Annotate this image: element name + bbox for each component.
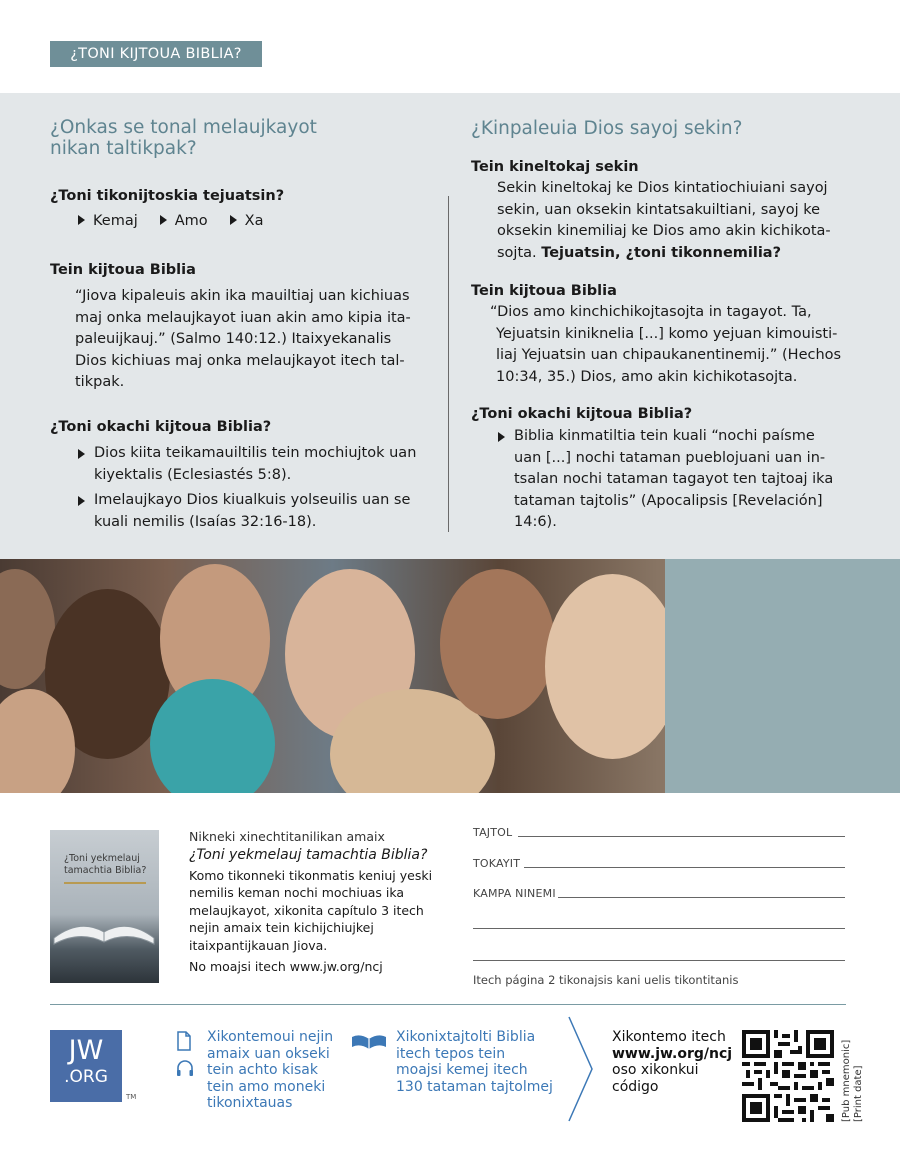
email-label: KAMPA NINEMI — [473, 887, 556, 900]
desc-line: nejin amaix tein kichijchiujkej — [189, 920, 374, 935]
quote-line: tikpak. — [75, 374, 125, 390]
triangle-bullet-icon — [78, 496, 85, 506]
col2-line: 130 tataman tajtolmej — [396, 1078, 553, 1095]
bullet-item — [78, 490, 438, 533]
people-photo — [0, 559, 665, 793]
col1-line: tikonixtauas — [207, 1095, 293, 1111]
bullet-line: 14:6). — [514, 514, 557, 530]
document-icon — [176, 1031, 192, 1051]
bullet-line: tataman tajtolis” (Apocalipsis [Revelación] — [514, 492, 823, 509]
extra-line-field[interactable] — [473, 960, 845, 961]
promo-text — [189, 828, 444, 976]
photo-side-block — [665, 559, 900, 793]
col3-line4: código — [612, 1078, 659, 1095]
jw-logo[interactable] — [50, 1030, 122, 1102]
triangle-bullet-icon — [498, 432, 505, 442]
desc-line: Komo tikonneki tikonmatis keniuj yeski — [189, 867, 433, 883]
option-label: Amo — [174, 213, 208, 229]
bullet-line: Imelaujkayo Dios kiualkuis yolseuilis uan se — [94, 492, 411, 508]
right-sub1: Tein kineltokaj sekin — [471, 159, 639, 175]
qr-instructions — [612, 1029, 732, 1095]
bullet-line: kiyektalis (Eclesiastés 5:8). — [94, 466, 292, 483]
print-info — [841, 1040, 865, 1122]
promo-title: ¿Toni yekmelauj tamachtia Biblia? — [189, 846, 428, 863]
quote-line: paleuijkauj.” (Salmo 140:12.) Itaixyekanalis — [75, 331, 392, 347]
quote-line: Yejuatsin kiniknelia [...] komo yejuan kimouisti- — [496, 325, 838, 342]
col2-line: moajsi kemej itech — [396, 1062, 528, 1078]
logo-jw: JW — [68, 1035, 104, 1066]
book-cover-title — [64, 853, 146, 877]
option-yes[interactable] — [78, 213, 138, 229]
desc-line: melaujkayot, xikonita capítulo 3 itech — [189, 902, 424, 918]
bible-app-text[interactable] — [396, 1029, 553, 1095]
address-field[interactable] — [524, 867, 845, 868]
left-heading — [50, 117, 317, 159]
right-heading: ¿Kinpaleuia Dios sayoj sekin? — [471, 118, 743, 139]
qr-code-icon[interactable] — [742, 1030, 834, 1122]
bullet-line: uan [...] nochi tataman pueblojuani uan in- — [514, 449, 826, 466]
col1-line: Xikontemoui nejin — [207, 1029, 334, 1045]
col3-url[interactable]: www.jw.org/ncj — [612, 1045, 733, 1062]
extra-line-field[interactable] — [473, 928, 845, 929]
para-line: oksekin kinemiliaj ke Dios amo akin kichikota- — [497, 223, 831, 239]
left-more-label: ¿Toni okachi kijtoua Biblia? — [50, 419, 272, 435]
quote-line: liaj Yejuatsin uan chipaukanentinemij.” (Hechos — [496, 347, 842, 363]
bullet-item — [78, 443, 438, 486]
para-line — [497, 243, 867, 265]
bullet-line: tsalan nochi tataman tagayot ten tajtoaj ika — [514, 471, 834, 487]
quote-line: “Dios amo kinchichikojtasojta in tagayot. Ta, — [490, 304, 812, 320]
col3-line1: Xikontemo itech — [612, 1029, 726, 1045]
col1-line: tein amo moneki — [207, 1078, 326, 1095]
left-question: ¿Toni tikonijtoskia tejuatsin? — [50, 188, 285, 204]
option-label: Kemaj — [93, 213, 138, 229]
name-field[interactable] — [518, 836, 845, 837]
promo-web[interactable]: No moajsi itech www.jw.org/ncj — [189, 959, 383, 974]
triangle-bullet-icon — [230, 215, 237, 225]
col2-line: Xikonixtajtolti Biblia — [396, 1029, 536, 1045]
left-bible-label: Tein kijtoua Biblia — [50, 262, 196, 278]
column-divider — [448, 196, 449, 532]
address-label: TOKAYIT — [473, 857, 521, 870]
col2-line: itech tepos tein — [396, 1045, 506, 1062]
pub-mnemonic: [Pub mnemonic] — [841, 1039, 852, 1122]
book-title-line2: tamachtia Biblia? — [64, 865, 147, 876]
quote-line: Dios kichiuas maj onka melaujkayot itech tal- — [75, 352, 405, 369]
chevron-right-icon — [566, 1015, 596, 1123]
right-quote — [490, 302, 860, 388]
bullet-line: Dios kiita teikamauiltilis tein mochiujtok uan — [94, 445, 417, 461]
open-book-icon — [350, 1031, 388, 1053]
right-more-label: ¿Toni okachi kijtoua Biblia? — [471, 406, 693, 422]
para-last: sojta. — [497, 244, 537, 261]
form-note: Itech página 2 tikonajsis kani uelis tikontitanis — [473, 973, 739, 987]
book-cover-image — [50, 830, 159, 983]
download-text[interactable] — [207, 1029, 333, 1112]
quote-line: maj onka melaujkayot iuan akin amo kipia ita- — [75, 309, 411, 326]
option-maybe[interactable] — [230, 213, 264, 229]
desc-line: itaixpantijkauan Jiova. — [189, 937, 328, 953]
para-bold-question: Tejuatsin, ¿toni tikonnemilia? — [541, 244, 781, 261]
right-bible-label: Tein kijtoua Biblia — [471, 283, 617, 299]
option-label: Xa — [244, 213, 264, 229]
book-cover-rule — [64, 882, 146, 884]
desc-line: nemilis keman nochi mochiuas ika — [189, 885, 405, 900]
footer-separator — [50, 1004, 846, 1005]
headphones-icon — [175, 1058, 195, 1078]
quote-line: 10:34, 35.) Dios, amo akin kichikotasojta. — [496, 368, 798, 385]
face-shape — [150, 679, 275, 793]
bullet-line: Biblia kinmatiltia tein kuali “nochi paísme — [514, 428, 815, 444]
promo-description — [189, 867, 444, 955]
col3-line3: oso xikonkui — [612, 1062, 699, 1078]
face-shape — [440, 569, 555, 719]
left-heading-line1: ¿Onkas se tonal melaujkayot — [50, 117, 317, 138]
book-title-line1: ¿Toni yekmelauj — [64, 853, 140, 864]
para-line: sekin, uan oksekin kintatsakuiltiani, sayoj ke — [497, 201, 821, 218]
open-bible-icon — [50, 910, 159, 950]
col1-line: tein achto kisak — [207, 1062, 318, 1078]
para-line: Sekin kineltokaj ke Dios kintatiochiuiani sayoj — [497, 180, 828, 196]
name-label: TAJTOL — [473, 826, 513, 839]
face-shape — [545, 574, 665, 759]
left-heading-line2: nikan taltikpak? — [50, 138, 197, 159]
right-bullets — [498, 426, 858, 534]
option-no[interactable] — [160, 213, 208, 229]
triangle-bullet-icon — [78, 215, 85, 225]
right-paragraph — [497, 178, 867, 264]
triangle-bullet-icon — [160, 215, 167, 225]
left-quote — [75, 286, 435, 394]
logo-org: .ORG — [64, 1067, 108, 1087]
trademark: TM — [126, 1093, 137, 1101]
col1-line: amaix uan okseki — [207, 1045, 330, 1062]
quote-line: “Jiova kipaleuis akin ika mauiltiaj uan kichiuas — [75, 288, 410, 304]
email-field[interactable] — [558, 897, 845, 898]
answer-options — [78, 213, 264, 229]
bullet-item — [498, 426, 858, 534]
section-tag: ¿TONI KIJTOUA BIBLIA? — [50, 41, 262, 67]
triangle-bullet-icon — [78, 449, 85, 459]
bullet-line: kuali nemilis (Isaías 32:16-18). — [94, 513, 317, 530]
print-date: [Print date] — [853, 1065, 864, 1122]
left-bullets — [78, 443, 438, 533]
promo-intro: Nikneki xinechtitanilikan amaix — [189, 829, 385, 844]
